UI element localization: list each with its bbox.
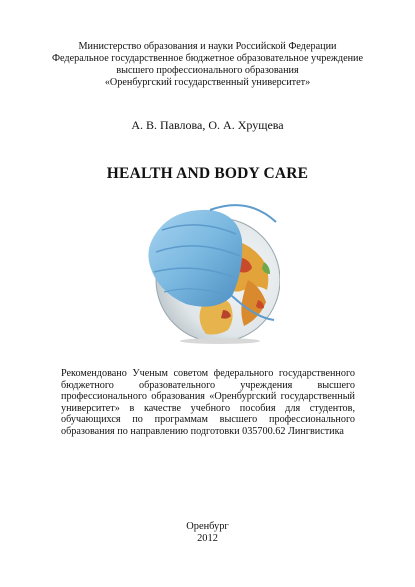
globe-with-mask-image xyxy=(138,200,280,345)
institution-header xyxy=(0,41,415,89)
education-level-line: высшего профессионального образования xyxy=(116,65,299,76)
imprint-footer xyxy=(0,521,415,545)
authors: А. В. Павлова, О. А. Хрущева xyxy=(131,118,284,132)
book-title: HEALTH AND BODY CARE xyxy=(106,165,309,182)
ministry-line: Министерство образования и науки Российской Федерации xyxy=(78,41,337,52)
year-label: 2012 xyxy=(197,533,218,544)
city-label: Оренбург xyxy=(186,521,229,532)
institution-type-line: Федеральное государственное бюджетное образовательное учреждение xyxy=(51,53,364,64)
university-name-line: «Оренбургский государственный университет» xyxy=(104,77,311,88)
recommendation-paragraph: Рекомендовано Ученым советом федерального государственного бюджетного образовательного учреждения высшего профессионального образования «Оренбургский государственный университет» в качестве учебного пособия для студентов, обучающихся по программам высшего профессионального образования по направлению подготовки 035700.62 Лингвистика xyxy=(61,368,355,437)
